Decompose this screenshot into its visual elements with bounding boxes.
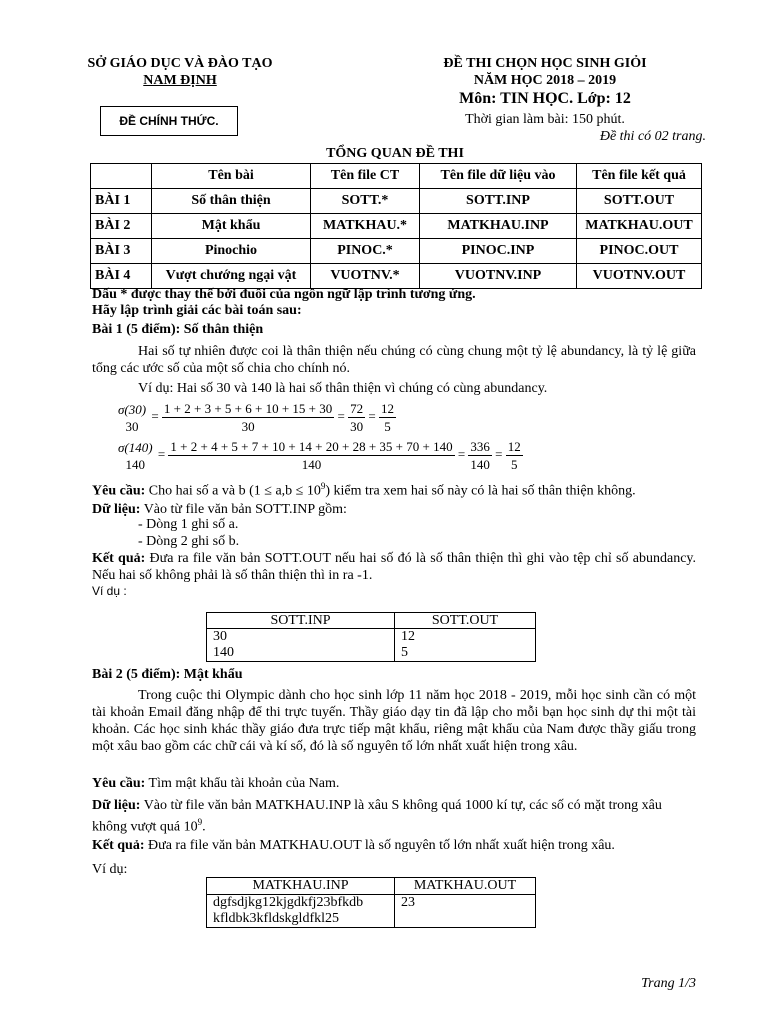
table-cell: BÀI 1 [91, 189, 152, 214]
subject-line: Môn: TIN HỌC. Lớp: 12 [459, 90, 631, 107]
column-header: MATKHAU.OUT [395, 878, 536, 895]
bai2-example-table [206, 877, 536, 928]
bai1-intro: Hai số tự nhiên được coi là thân thiện nếu chúng có cùng chung một tỷ lệ abundancy, là tỷ lệ giữa tổng các ước số của một số chia cho chính nó. [92, 344, 696, 376]
column-header: Tên file dữ liệu vào [420, 164, 577, 189]
bai2-input-spec: Dữ liệu: Vào từ file văn bản MATKHAU.INP là xâu S không quá 1000 kí tự, các số có mặt trong xâu không vượt quá $10^9$. [92, 798, 662, 835]
wildcard-note: Dấu * được thay thế bởi đuôi của ngôn ngữ lập trình tương ứng. [92, 287, 476, 302]
bai1-formula-30: σ(30) 30 = $\frac{1 + 2 + 3 + 5 + 6 + 10 + 15 + 30}{30}$ = $\frac{72}{30}$ = $\frac{12}{5}$ [118, 401, 394, 434]
bai1-input-line2: - Dòng 2 ghi số b. [138, 534, 240, 549]
table-cell: Số thân thiện [152, 189, 311, 214]
bai1-input-spec: Dữ liệu: Vào từ file văn bản SOTT.INP gồm: [92, 502, 347, 517]
overview-table [90, 163, 702, 289]
table-cell: Vượt chướng ngại vật [152, 264, 311, 289]
bai1-title: Bài 1 (5 điểm): Số thân thiện [92, 322, 264, 337]
bai2-output-spec: Kết quả: Đưa ra file văn bản MATKHAU.OUT là số nguyên tố lớn nhất xuất hiện trong xâu. [92, 838, 615, 853]
column-header: Tên file CT [311, 164, 420, 189]
table-row [91, 264, 702, 289]
table-cell: MATKHAU.INP [420, 214, 577, 239]
table-cell: BÀI 2 [91, 214, 152, 239]
column-header: SOTT.INP [207, 613, 395, 629]
bai1-requirement: Yêu cầu: Cho hai số a và b $(1 \le a,b \le 10^9)$ kiểm tra xem hai số này có là hai số thân thiện không. [92, 481, 636, 499]
bai1-output-spec: Kết quả: Đưa ra file văn bản SOTT.OUT nếu hai số đó là số thân thiện thì ghi vào tệp chỉ số abundancy. Nếu hai số không phải là số thân thiện thì in ra -1. [92, 551, 696, 583]
table-cell: MATKHAU.OUT [577, 214, 702, 239]
example-output-cell: 23 [395, 895, 536, 928]
example-output-cell: 12 5 [395, 629, 536, 662]
department-name [60, 55, 300, 89]
exam-title: ĐỀ THI CHỌN HỌC SINH GIỎI [443, 56, 647, 71]
instruction-line: Hãy lập trình giải các bài toán sau: [92, 303, 302, 318]
pages-note: Đề thi có 02 trang. [599, 129, 706, 144]
table-header-row [207, 878, 536, 895]
overview-title: TỔNG QUAN ĐỀ THI [326, 146, 464, 161]
duration-line: Thời gian làm bài: 150 phút. [465, 112, 625, 127]
department-line1: SỞ GIÁO DỤC VÀ ĐÀO TẠO [87, 56, 273, 71]
bai2-requirement: Yêu cầu: Tìm mật khẩu tài khoản của Nam. [92, 776, 340, 791]
table-cell: SOTT.INP [420, 189, 577, 214]
table-cell: Pinochio [152, 239, 311, 264]
table-row [91, 214, 702, 239]
official-exam-box: ĐỀ CHÍNH THỨC. [100, 106, 238, 136]
bai2-example-label: Ví dụ: [92, 862, 128, 877]
bai1-example-label: Ví dụ : [92, 584, 127, 598]
table-row [91, 239, 702, 264]
bai1-input-line1: - Dòng 1 ghi số a. [138, 517, 239, 532]
bai1-example-text: Ví dụ: Hai số 30 và 140 là hai số thân thiện vì chúng có cùng abundancy. [138, 381, 548, 396]
table-cell: PINOC.OUT [577, 239, 702, 264]
table-cell: VUOTNV.* [311, 264, 420, 289]
table-cell: Mật khẩu [152, 214, 311, 239]
table-cell: VUOTNV.INP [420, 264, 577, 289]
table-cell: BÀI 3 [91, 239, 152, 264]
table-cell: BÀI 4 [91, 264, 152, 289]
table-cell: PINOC.* [311, 239, 420, 264]
table-header-row [91, 164, 702, 189]
column-header: SOTT.OUT [395, 613, 536, 629]
bai2-title: Bài 2 (5 điểm): Mật khẩu [92, 667, 243, 682]
table-cell: SOTT.OUT [577, 189, 702, 214]
column-header [91, 164, 152, 189]
example-input-cell: dgfsdjkg12kjgdkfj23bfkdb kfldbk3kfldskgldfkl25 [207, 895, 395, 928]
table-header-row [207, 613, 536, 629]
column-header: MATKHAU.INP [207, 878, 395, 895]
example-input-cell: 30 140 [207, 629, 395, 662]
table-row [91, 189, 702, 214]
table-cell: MATKHAU.* [311, 214, 420, 239]
page-number: Trang 1/3 [641, 976, 696, 991]
table-cell: VUOTNV.OUT [577, 264, 702, 289]
table-cell: PINOC.INP [420, 239, 577, 264]
school-year: NĂM HỌC 2018 – 2019 [473, 73, 617, 88]
bai2-intro: Trong cuộc thi Olympic dành cho học sinh lớp 11 năm học 2018 - 2019, mỗi học sinh cần có một tài khoản Email đăng nhập để thi trực tuyến. Thầy giáo dạy tin đã lập cho mỗi bạn học sinh dự thi một tài khoản. Các học sinh khác thầy giáo đưa trực tiếp mật khẩu, riêng mật khẩu của Nam được thầy giấu trong một xâu bao gồm các chữ cái và kí số, đó là số nguyên tố lớn nhất xuất hiện trong xâu. [92, 688, 696, 754]
exam-heading [380, 55, 710, 89]
column-header: Tên file kết quả [577, 164, 702, 189]
column-header: Tên bài [152, 164, 311, 189]
bai1-example-table [206, 612, 536, 662]
table-row [207, 629, 536, 662]
bai1-formula-140: σ(140) 140 = $\frac{1 + 2 + 4 + 5 + 7 + 10 + 14 + 20 + 28 + 35 + 70 + 140}{140}$ = $\frac{336}{140}$ = $\frac{12}{5}$ [118, 439, 521, 472]
table-row [207, 895, 536, 928]
table-cell: SOTT.* [311, 189, 420, 214]
department-line2: NAM ĐỊNH [143, 73, 217, 88]
